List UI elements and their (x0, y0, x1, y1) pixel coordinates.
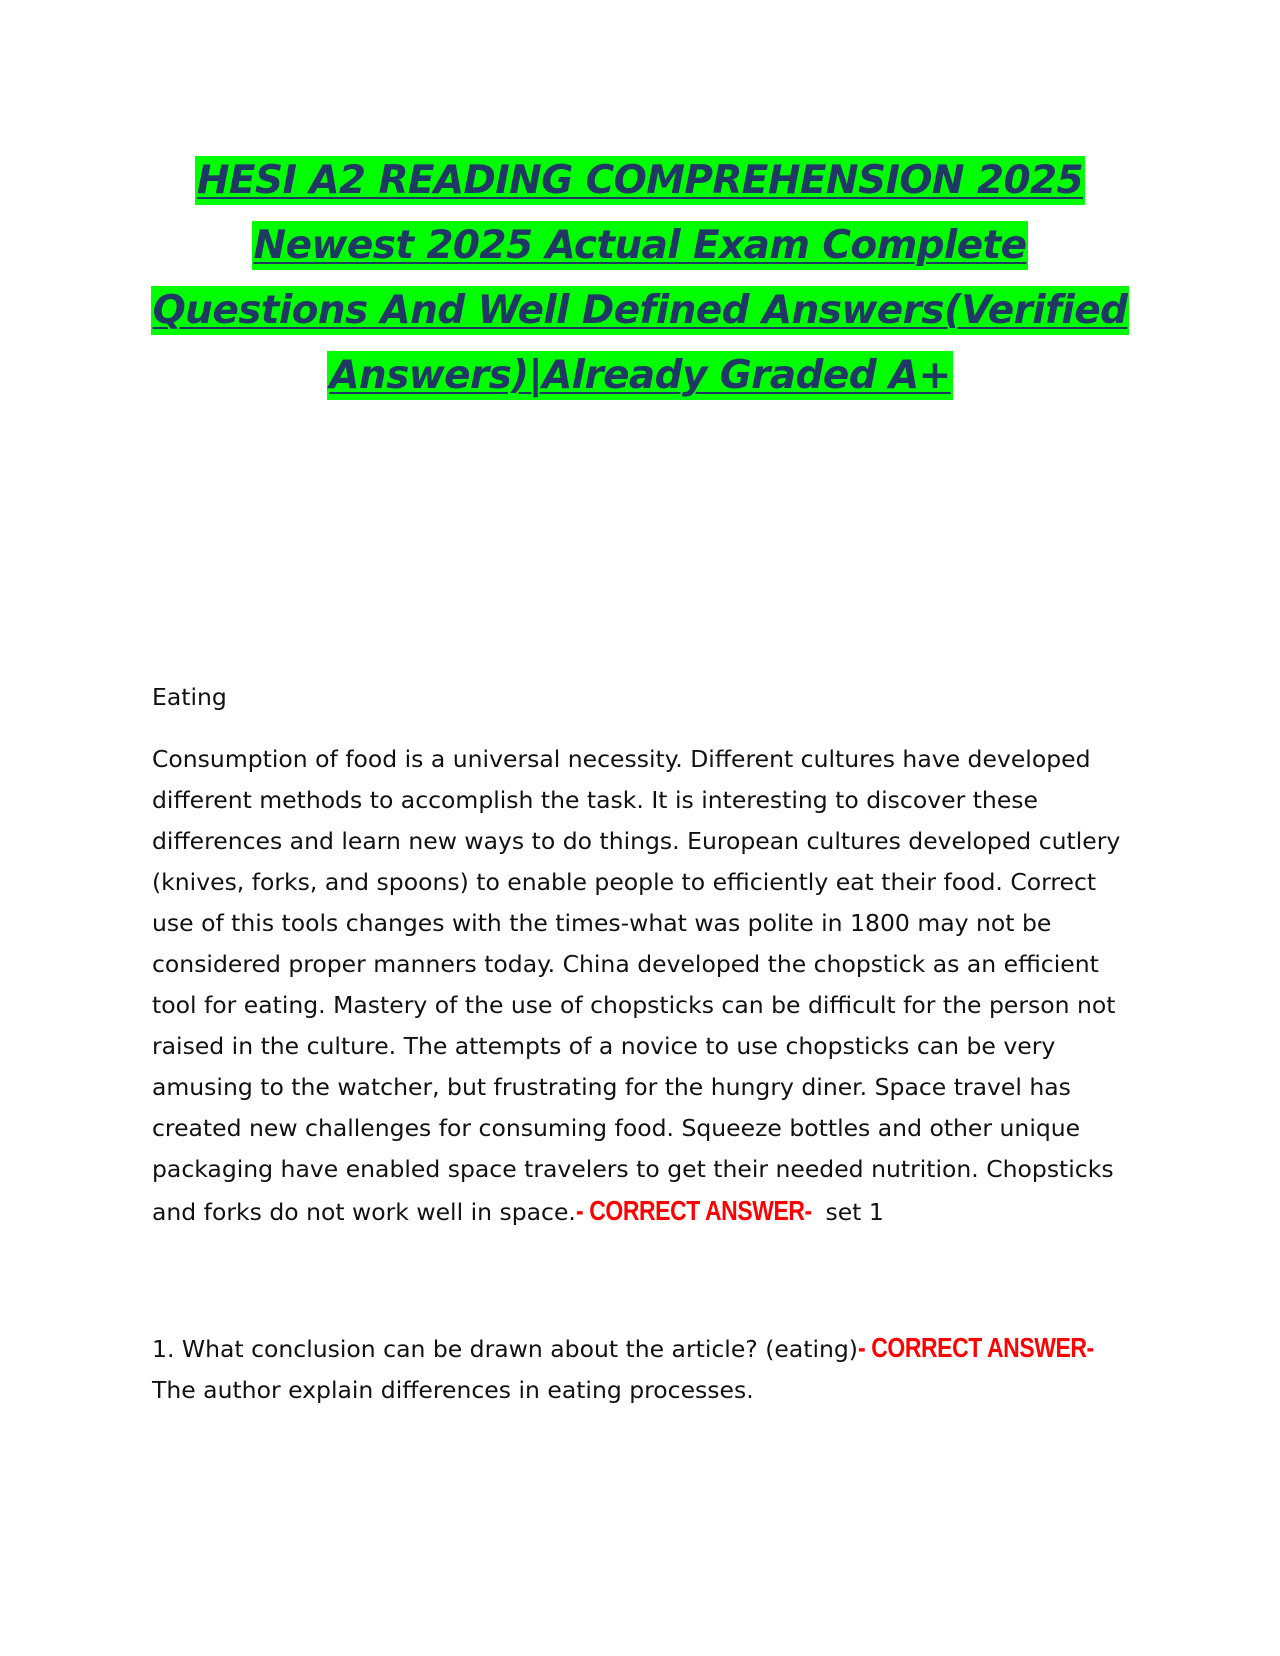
reading-passage (152, 739, 1142, 1233)
question-answer: The author explain differences in eating processes. (152, 1376, 754, 1404)
passage-answer: set 1 (825, 1198, 884, 1226)
passage-text: Consumption of food is a universal necessity. Different cultures have developed different methods to accomplish the task. It is interesting to discover these differences and learn new ways to do things. European cultures developed cutlery (knives, forks, and spoons) to enable people to efficiently eat their food. Correct use of this tools changes with the times-what was polite in 1800 may not be considered proper manners today. China developed the chopstick as an efficient tool for eating. Mastery of the use of chopsticks can be difficult for the person not raised in the culture. The attempts of a novice to use chopsticks can be very amusing to the watcher, but frustrating for the hungry diner. Space travel has created new challenges for consuming food. Squeeze bottles and other unique packaging have enabled space travelers to get their needed nutrition. Chopsticks and forks do not work well in space. (152, 745, 1121, 1226)
correct-answer-label: - CORRECT ANSWER- (857, 1332, 1094, 1363)
correct-answer-label: - CORRECT ANSWER- (575, 1195, 812, 1226)
question-text: 1. What conclusion can be drawn about the article? (eating) (152, 1335, 858, 1363)
section-heading: Eating (152, 683, 227, 711)
document-title-text: HESI A2 READING COMPREHENSION 2025 Newest 2025 Actual Exam Complete Questions And Well Defined Answers(Verified Answers)|Already Graded A+ (152, 158, 1128, 398)
question-item (152, 1327, 1142, 1411)
document-title (150, 148, 1130, 408)
